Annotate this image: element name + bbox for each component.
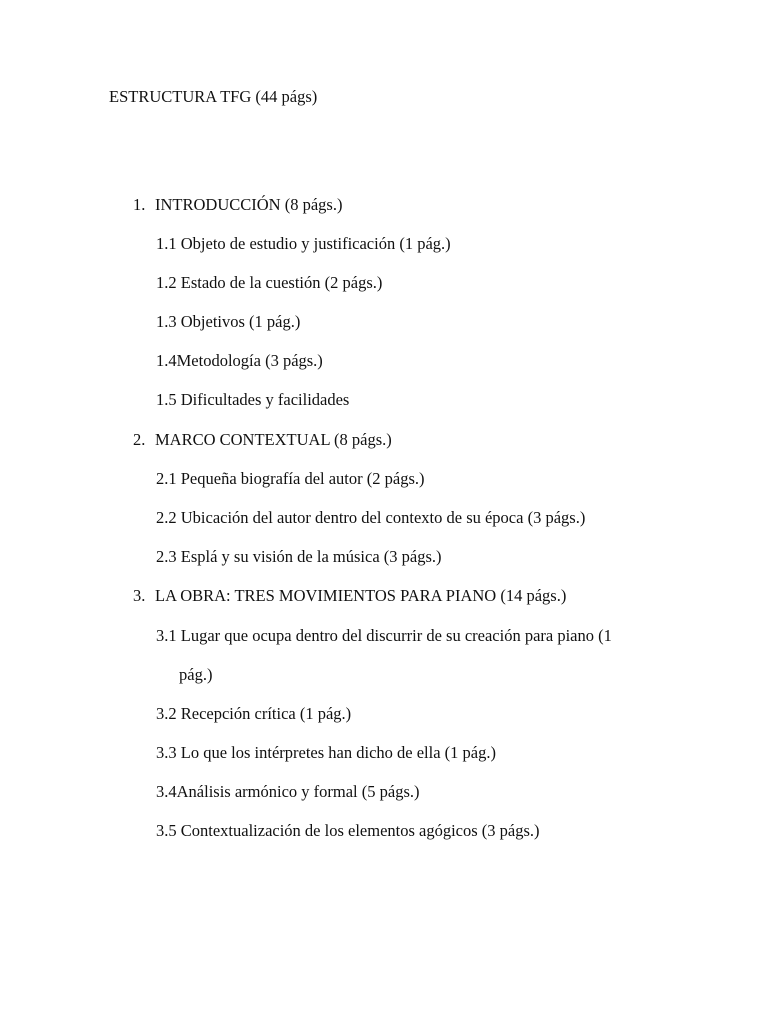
subsection-item: 2.3 Esplá y su visión de la música (3 págs.)	[156, 547, 442, 566]
subsection-item: 3.5 Contextualización de los elementos agógicos (3 págs.)	[156, 821, 540, 840]
section-number: 2.	[133, 430, 146, 449]
section-title: LA OBRA: TRES MOVIMIENTOS PARA PIANO (14 págs.)	[155, 586, 567, 605]
subsection-item: 1.5 Dificultades y facilidades	[156, 390, 350, 409]
subsection-item: 3.3 Lo que los intérpretes han dicho de ella (1 pág.)	[156, 743, 496, 762]
section-title: INTRODUCCIÓN (8 págs.)	[155, 195, 343, 214]
subsection-item: 1.2 Estado de la cuestión (2 págs.)	[156, 273, 383, 292]
section-number: 3.	[133, 586, 146, 605]
subsection-item: 3.2 Recepción crítica (1 pág.)	[156, 704, 352, 723]
subsection-item: 1.4Metodología (3 págs.)	[156, 351, 323, 370]
subsection-item: 2.1 Pequeña biografía del autor (2 págs.)	[156, 469, 425, 488]
document-title: ESTRUCTURA TFG (44 págs)	[109, 87, 318, 106]
subsection-item: 2.2 Ubicación del autor dentro del contexto de su época (3 págs.)	[156, 508, 586, 527]
section-number: 1.	[133, 195, 146, 214]
subsection-item-continuation: pág.)	[179, 665, 213, 684]
subsection-item: 3.4Análisis armónico y formal (5 págs.)	[156, 782, 420, 801]
section-title: MARCO CONTEXTUAL (8 págs.)	[155, 430, 392, 449]
subsection-item: 1.3 Objetivos (1 pág.)	[156, 312, 301, 331]
subsection-item: 3.1 Lugar que ocupa dentro del discurrir de su creación para piano (1	[156, 626, 612, 645]
subsection-item: 1.1 Objeto de estudio y justificación (1 pág.)	[156, 234, 451, 253]
